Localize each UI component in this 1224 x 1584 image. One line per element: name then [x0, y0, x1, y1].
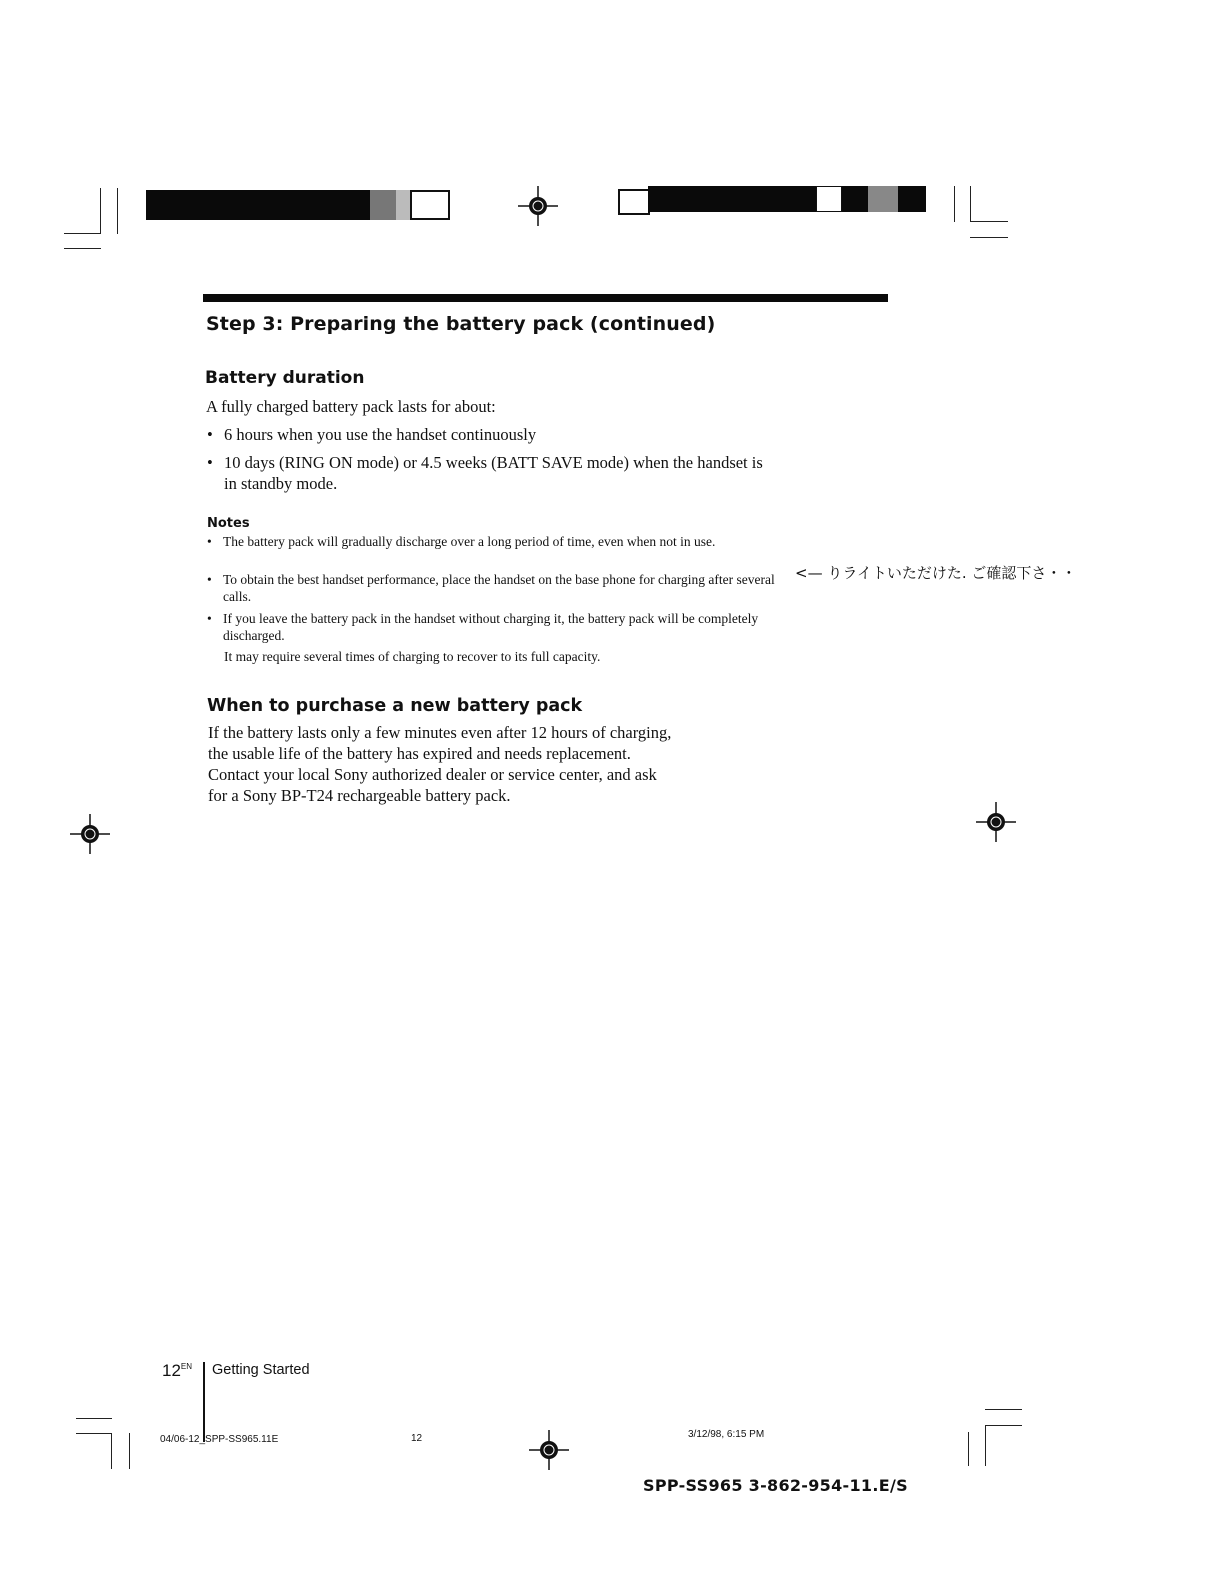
slug-filename: 04/06-12_SPP-SS965.11E	[160, 1434, 279, 1445]
handwritten-annotation: <— りライトいただけた. ご確認下さ・・	[795, 564, 1077, 582]
note-item-2: • To obtain the best handset performance, place the handset on the base phone for charging after several calls.	[207, 571, 783, 605]
note-continuation: It may require several times of charging to recover to its full capacity.	[224, 649, 601, 664]
model-code: SPP-SS965 3-862-954-11.E/S	[643, 1476, 908, 1495]
notes-heading: Notes	[207, 516, 250, 531]
page-title: Step 3: Preparing the battery pack (continued)	[206, 313, 716, 335]
purchase-line-1: If the battery lasts only a few minutes even after 12 hours of charging,	[208, 723, 672, 742]
note-item-3: • If you leave the battery pack in the handset without charging it, the battery pack will be completely discharged.	[207, 610, 773, 644]
registration-mark-icon	[527, 1428, 571, 1472]
registration-mark-icon	[68, 812, 112, 856]
section-rule	[203, 294, 888, 302]
purchase-line-2: the usable life of the battery has expired and needs replacement.	[208, 744, 631, 763]
slug-page: 12	[411, 1433, 423, 1444]
battery-duration-intro: A fully charged battery pack lasts for about:	[206, 397, 496, 416]
purchase-line-4: for a Sony BP-T24 rechargeable battery pack.	[208, 786, 511, 805]
slug-date: 3/12/98, 6:15 PM	[688, 1429, 765, 1440]
section-name: Getting Started	[212, 1362, 310, 1378]
note-item-1: • The battery pack will gradually discharge over a long period of time, even when not in use.	[207, 533, 768, 550]
duration-bullet-2: • 10 days (RING ON mode) or 4.5 weeks (BATT SAVE mode) when the handset is in standby mode.	[207, 452, 769, 494]
purchase-line-3: Contact your local Sony authorized dealer or service center, and ask	[208, 765, 657, 784]
page-number: $12^{EN}$	[162, 1361, 193, 1380]
battery-duration-heading: Battery duration	[205, 368, 365, 388]
registration-mark-icon	[516, 184, 560, 228]
duration-bullet-1: • 6 hours when you use the handset continuously	[207, 424, 784, 445]
registration-mark-icon	[974, 800, 1018, 844]
purchase-heading: When to purchase a new battery pack	[207, 696, 583, 716]
footer-divider	[203, 1362, 205, 1442]
